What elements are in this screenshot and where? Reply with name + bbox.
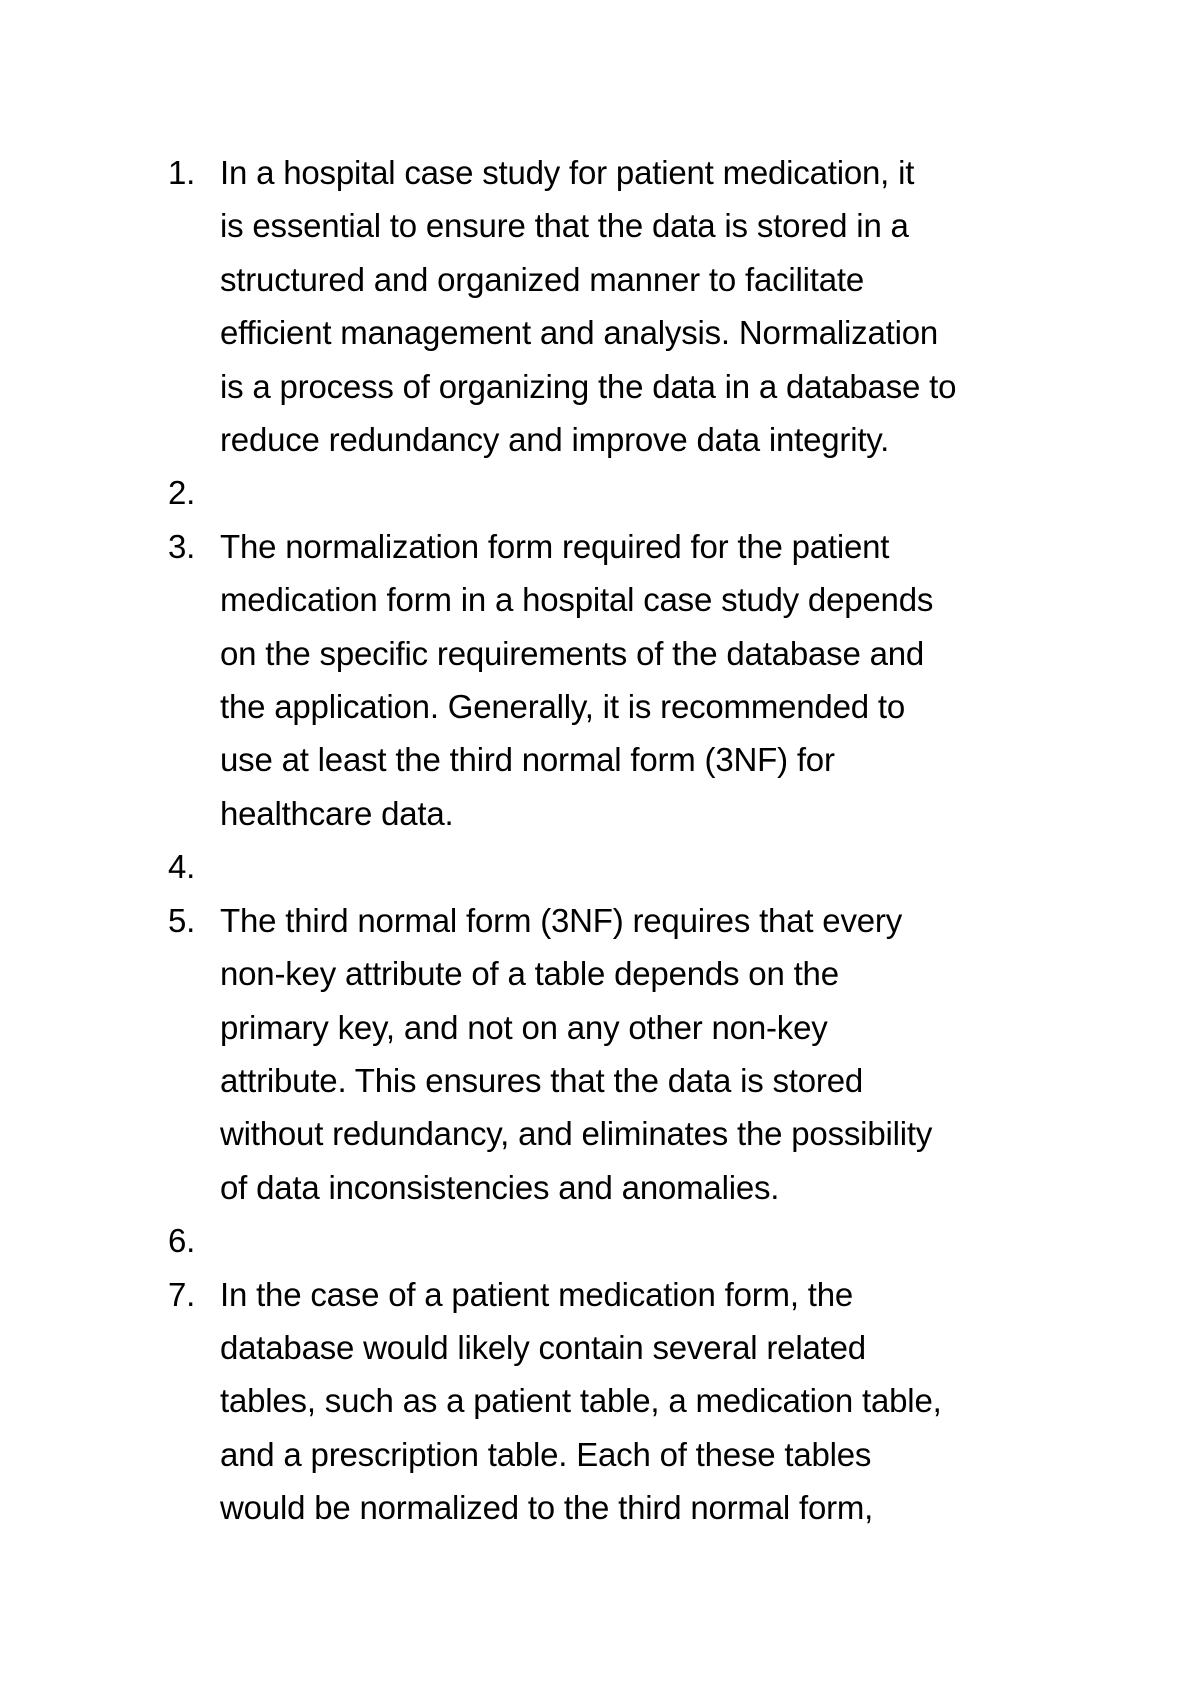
list-text: In a hospital case study for patient medication, it is essential to ensure that the data is stored in a structured and organized manner to facilitate efficient management and analysis. Normalization is a process of organizing the data in a database to reduce redundancy and improve data integrity. — [220, 154, 957, 459]
list-item-6 — [168, 1214, 1068, 1267]
list-number: 5. — [168, 901, 196, 939]
list-number: 7. — [168, 1275, 196, 1313]
list-item-5 — [168, 894, 1068, 1214]
list-number: 1. — [168, 154, 196, 191]
list-item-3 — [168, 520, 1068, 840]
list-text: The normalization form required for the patient medication form in a hospital case study depends on the specific requirements of the database and the application. Generally, it is recommended to use at least the third normal form (3NF) for healthcare data. — [220, 527, 934, 832]
list-number: 3. — [168, 527, 196, 565]
list-item-4 — [168, 840, 1068, 893]
list-text: In the case of a patient medication form, the database would likely contain several related tables, such as a patient table, a medication table, and a prescription table. Each of these tables would be normalized to the third normal form, — [220, 1275, 942, 1527]
list-number: 6. — [168, 1222, 196, 1260]
list-item-2 — [168, 466, 1068, 519]
list-text: The third normal form (3NF) requires that every non-key attribute of a table depends on the primary key, and not on any other non-key attribute. This ensures that the data is stored without redundancy, and eliminates the possibility of data inconsistencies and anomalies. — [220, 901, 933, 1206]
numbered-list — [168, 146, 1068, 1535]
list-item-7 — [168, 1268, 1068, 1535]
list-number: 2. — [168, 474, 196, 512]
list-number: 4. — [168, 848, 196, 886]
list-item-1 — [168, 146, 1068, 466]
